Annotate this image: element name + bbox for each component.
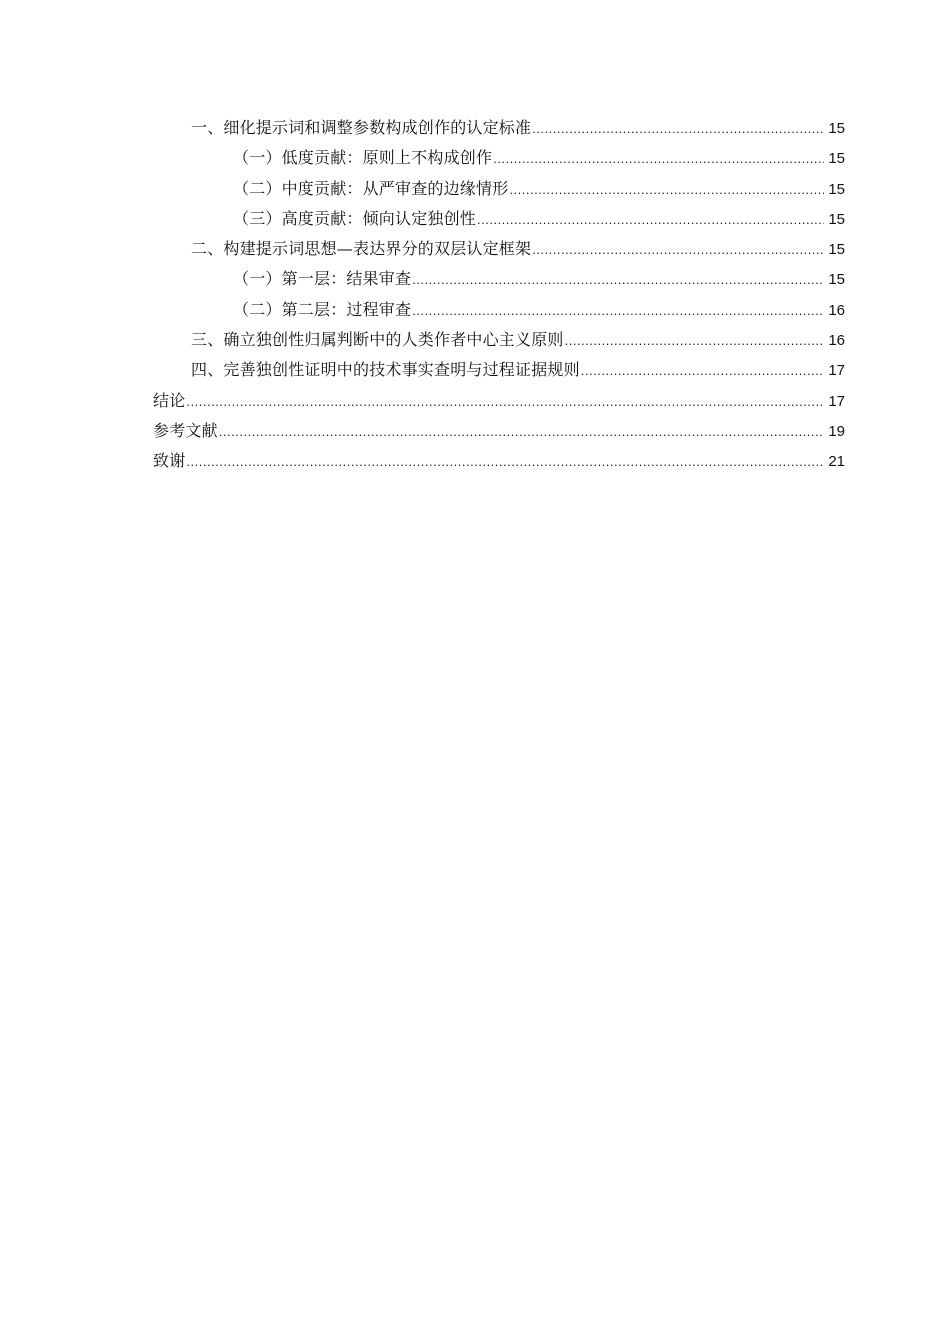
toc-dot-leader <box>532 114 824 144</box>
toc-entry-title: （二）中度贡献：从严审查的边缘情形 <box>233 178 509 198</box>
toc-entry[interactable] <box>153 204 845 234</box>
toc-entry-title: （一）低度贡献：原则上不构成创作 <box>233 148 493 168</box>
toc-entry[interactable] <box>153 446 845 476</box>
toc-entry-title: 结论 <box>153 390 186 410</box>
toc-page-number: 15 <box>828 241 845 259</box>
toc-entry-title: 致谢 <box>153 451 186 471</box>
toc-entry[interactable] <box>153 264 845 294</box>
toc-page-number: 15 <box>828 120 845 137</box>
toc-entry[interactable] <box>153 295 845 325</box>
toc-dot-leader <box>412 265 824 295</box>
toc-page-number: 17 <box>828 392 845 410</box>
toc-dot-leader <box>581 356 824 386</box>
table-of-contents <box>153 113 845 477</box>
toc-entry[interactable] <box>153 143 845 173</box>
toc-entry[interactable] <box>153 416 845 446</box>
toc-page-number: 15 <box>828 150 845 168</box>
toc-page-number: 16 <box>828 301 845 319</box>
toc-entry-title: 二、构建提示词思想—表达界分的双层认定框架 <box>191 239 532 259</box>
toc-dot-leader <box>186 447 824 477</box>
toc-dot-leader <box>532 235 824 265</box>
toc-page-number: 16 <box>828 332 845 350</box>
toc-page-number: 19 <box>828 422 845 440</box>
toc-dot-leader <box>565 326 824 356</box>
toc-entry-title: 四、完善独创性证明中的技术事实查明与过程证据规则 <box>191 360 580 380</box>
toc-entry-title: 一、细化提示词和调整参数构成创作的认定标准 <box>191 118 532 137</box>
toc-entry-title: （三）高度贡献：倾向认定独创性 <box>233 208 477 228</box>
toc-entry-title: 参考文献 <box>153 420 218 440</box>
toc-page-number: 17 <box>828 362 845 380</box>
toc-dot-leader <box>493 144 824 174</box>
toc-page-number: 15 <box>828 180 845 198</box>
toc-entry[interactable] <box>153 234 845 264</box>
toc-dot-leader <box>186 387 824 417</box>
toc-entry[interactable] <box>153 355 845 385</box>
toc-page-number: 21 <box>828 453 845 471</box>
toc-page-number: 15 <box>828 210 845 228</box>
toc-entry[interactable] <box>153 386 845 416</box>
toc-dot-leader <box>477 205 824 235</box>
toc-entry[interactable] <box>153 325 845 355</box>
toc-dot-leader <box>412 296 824 326</box>
toc-page-number: 15 <box>828 271 845 289</box>
toc-entry[interactable] <box>153 113 845 143</box>
toc-entry[interactable] <box>153 174 845 204</box>
toc-entry-title: （一）第一层：结果审查 <box>233 269 412 289</box>
toc-dot-leader <box>219 417 824 447</box>
toc-entry-title: （二）第二层：过程审查 <box>233 299 412 319</box>
toc-dot-leader <box>509 175 824 205</box>
toc-entry-title: 三、确立独创性归属判断中的人类作者中心主义原则 <box>191 330 564 350</box>
